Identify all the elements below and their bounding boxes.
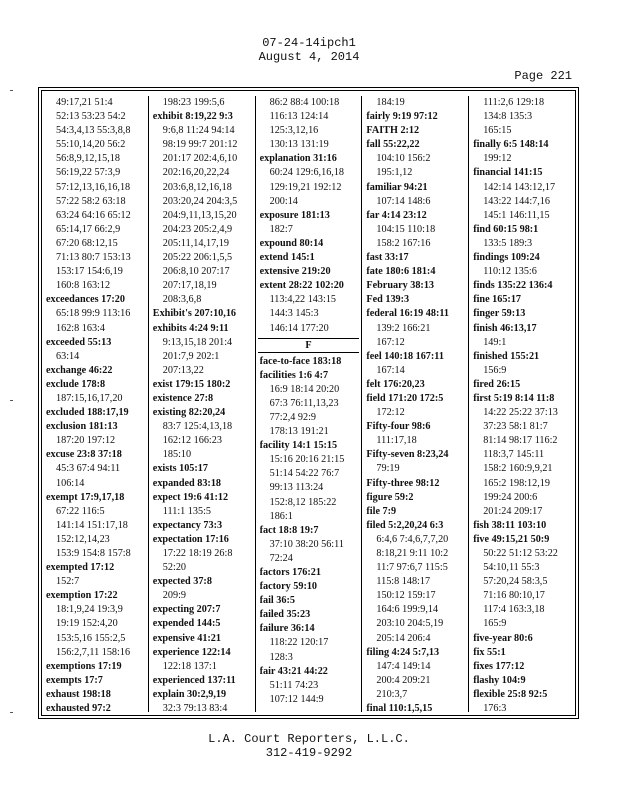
index-reference: 178:13 191:21 (269, 426, 329, 438)
index-entry: exchange 46:22 (46, 364, 113, 376)
index-column-5 (469, 96, 576, 715)
index-reference: 201:17 202:4,6,10 (162, 153, 238, 165)
index-entry: expect 19:6 41:12 (152, 491, 229, 503)
index-entry: existing 82:20,24 (152, 407, 226, 419)
index-entry: FAITH 2:12 (366, 125, 420, 137)
index-reference: 204:9,11,13,15,20 (162, 209, 237, 221)
index-reference: 187:15,16,17,20 (56, 392, 123, 404)
index-reference: 210:3,7 (376, 688, 408, 700)
index-reference: 142:14 143:12,17 (483, 181, 556, 193)
page-number: Page 221 (514, 69, 572, 83)
index-entry: exhausted 97:2 (46, 703, 111, 715)
case-title: 07-24-14ipch1 (262, 36, 356, 50)
index-column-2 (149, 96, 256, 715)
index-entry: factors 176:21 (259, 567, 321, 578)
index-reference: 111:1 135:5 (162, 505, 211, 517)
index-reference: 17:22 18:19 26:8 (162, 548, 233, 559)
index-entry: filing 4:24 5:7,13 (366, 646, 440, 658)
index-reference: 144:3 145:3 (269, 308, 319, 320)
index-entry: familiar 94:21 (366, 181, 428, 193)
index-reference: 152:8,12 185:22 (269, 496, 337, 508)
index-entry: exempts 17:7 (46, 674, 103, 686)
index-entry: fine 165:17 (473, 294, 522, 306)
index-entry: failed 35:23 (259, 609, 311, 621)
word-index (42, 96, 576, 715)
section-letter: F (258, 338, 360, 353)
margin-tick (10, 90, 13, 91)
index-reference: 71:16 80:10,17 (483, 590, 545, 602)
index-reference: 205:14 206:4 (376, 632, 431, 644)
index-entry: extensive 219:20 (259, 266, 331, 278)
index-reference: 158:2 167:16 (376, 237, 431, 249)
index-reference: 45:3 67:4 94:11 (56, 463, 121, 475)
index-reference: 182:7 (269, 223, 293, 235)
index-reference: 130:13 131:19 (269, 139, 329, 151)
index-entry: exist 179:15 180:2 (152, 378, 231, 390)
index-reference: 51:14 54:22 76:7 (269, 468, 340, 480)
index-reference: 129:19,21 192:12 (269, 181, 342, 193)
index-entry: finds 135:22 136:4 (473, 280, 553, 292)
index-entry: exists 105:17 (152, 463, 208, 475)
index-entry: field 171:20 172:5 (366, 392, 444, 404)
index-entry: expected 37:8 (152, 576, 212, 588)
index-reference: 152:7 (56, 576, 80, 588)
index-reference: 49:17,21 51:4 (56, 97, 113, 108)
index-reference: 117:4 163:3,18 (483, 604, 545, 616)
index-reference: 115:8 148:17 (376, 576, 431, 588)
index-reference: 86:2 88:4 100:18 (269, 97, 340, 108)
index-reference: 60:24 129:6,16,18 (269, 167, 345, 179)
index-reference: 172:12 (376, 407, 405, 419)
index-reference: 143:22 144:7,16 (483, 195, 550, 207)
index-reference: 106:14 (56, 477, 85, 489)
index-entry: fish 38:11 103:10 (473, 519, 547, 531)
index-reference: 8:18,21 9:11 10:2 (376, 548, 449, 559)
index-reference: 18:1,9,24 19:3,9 (56, 604, 123, 616)
index-reference: 56:19,22 57:3,9 (56, 167, 121, 179)
index-entry: exceeded 55:13 (46, 336, 112, 348)
index-entry: fair 43:21 44:22 (259, 665, 328, 677)
index-reference: 37:10 38:20 56:11 (269, 538, 344, 550)
index-entry: Fifty-three 98:12 (366, 477, 440, 489)
index-entry: fact 18:8 19:7 (259, 524, 319, 536)
index-entry: excluded 188:17,19 (46, 407, 129, 419)
index-entry: extent 28:22 102:20 (259, 280, 344, 292)
index-entry: figure 59:2 (366, 491, 414, 503)
index-reference: 167:12 (376, 336, 405, 348)
index-reference: 107:14 148:6 (376, 195, 431, 207)
index-entry: facility 14:1 15:15 (259, 440, 338, 452)
index-entry: file 7:9 (366, 505, 397, 517)
index-entry: finger 59:13 (473, 308, 526, 320)
index-entry: fast 33:17 (366, 252, 409, 264)
index-reference: 207:13,22 (162, 364, 204, 376)
reporter-firm: L.A. Court Reporters, L.L.C. (208, 732, 410, 746)
index-reference: 153:5,16 155:2,5 (56, 632, 126, 644)
index-reference: 107:12 144:9 (269, 693, 324, 705)
index-entry: existence 27:8 (152, 392, 214, 404)
index-entry: fired 26:15 (473, 378, 521, 390)
index-entry: flexible 25:8 92:5 (473, 688, 548, 700)
index-entry: fixes 177:12 (473, 660, 525, 672)
index-reference: 104:10 156:2 (376, 153, 431, 165)
index-reference: 67:20 68:12,15 (56, 237, 118, 249)
index-entry: exclude 178:8 (46, 378, 106, 390)
index-entry: factory 59:10 (259, 581, 318, 593)
index-entry: final 110:1,5,15 (366, 703, 433, 715)
index-reference: 118:22 120:17 (269, 637, 329, 649)
margin-tick (10, 400, 13, 401)
index-entry: fairly 9:19 97:12 (366, 111, 438, 123)
index-reference: 63:24 64:16 65:12 (56, 209, 131, 221)
index-entry: fall 55:22,22 (366, 139, 420, 151)
index-entry: facilities 1:6 4:7 (259, 369, 329, 381)
index-reference: 79:19 (376, 463, 400, 475)
index-reference: 203:20,24 204:3,5 (162, 195, 238, 207)
index-reference: 195:1,12 (376, 167, 413, 179)
index-reference: 65:18 99:9 113:16 (56, 308, 131, 320)
index-entry: Exhibit's 207:10,16 (152, 308, 237, 320)
transcript-date: August 4, 2014 (258, 50, 360, 64)
index-entry: February 38:13 (366, 280, 435, 292)
index-reference: 116:13 124:14 (269, 111, 329, 123)
index-reference: 184:19 (376, 97, 405, 108)
index-reference: 200:14 (269, 195, 298, 207)
index-reference: 56:8,9,12,15,18 (56, 153, 120, 165)
index-reference: 156:2,7,11 158:16 (56, 646, 131, 658)
index-entry: expecting 207:7 (152, 604, 221, 616)
index-reference: 165:15 (483, 125, 512, 137)
index-reference: 203:6,8,12,16,18 (162, 181, 232, 193)
index-reference: 185:10 (162, 449, 192, 461)
index-reference: 145:1 146:11,15 (483, 209, 550, 221)
index-reference: 37:23 58:1 81:7 (483, 421, 548, 433)
index-reference: 57:20,24 58:3,5 (483, 576, 548, 588)
index-reference: 110:12 135:6 (483, 266, 537, 278)
index-reference: 67:3 76:11,13,23 (269, 397, 339, 409)
index-reference: 118:3,7 145:11 (483, 449, 545, 461)
index-entry: exhibit 8:19,22 9:3 (152, 111, 233, 123)
index-entry: felt 176:20,23 (366, 378, 425, 390)
index-reference: 199:24 200:6 (483, 491, 538, 503)
index-reference: 205:11,14,17,19 (162, 237, 229, 249)
index-entry: expensive 41:21 (152, 632, 221, 644)
index-entry: finish 46:13,17 (473, 322, 537, 334)
index-reference: 202:16,20,22,24 (162, 167, 230, 179)
index-reference: 203:10 204:5,19 (376, 618, 444, 630)
index-entry: excuse 23:8 37:18 (46, 449, 122, 461)
index-reference: 81:14 98:17 116:2 (483, 435, 558, 447)
index-reference: 111:2,6 129:18 (483, 97, 545, 108)
index-entry: finished 155:21 (473, 350, 540, 362)
index-reference: 134:8 135:3 (483, 111, 533, 123)
index-reference: 206:8,10 207:17 (162, 266, 230, 278)
index-reference: 9:6,8 11:24 94:14 (162, 125, 235, 137)
index-entry: Fifty-seven 8:23,24 (366, 449, 449, 461)
index-reference: 158:2 160:9,9,21 (483, 463, 553, 475)
index-reference: 54:3,4,13 55:3,8,8 (56, 125, 131, 137)
index-entry: expectation 17:16 (152, 533, 229, 545)
index-entry: extend 145:1 (259, 252, 315, 264)
index-reference: 50:22 51:12 53:22 (483, 548, 558, 559)
index-entry: experienced 137:11 (152, 674, 236, 686)
index-reference: 19:19 152:4,20 (56, 618, 118, 630)
index-reference: 128:3 (269, 651, 293, 663)
index-entry: fail 36:5 (259, 595, 295, 607)
index-entry: exceedances 17:20 (46, 294, 125, 306)
index-reference: 165:2 198:12,19 (483, 477, 550, 489)
index-column-1 (42, 96, 149, 715)
index-reference: 198:23 199:5,6 (162, 97, 225, 108)
index-reference: 162:12 166:23 (162, 435, 222, 447)
index-reference: 52:20 (162, 562, 187, 574)
index-entry: exemptions 17:19 (46, 660, 122, 672)
index-entry: financial 141:15 (473, 167, 543, 179)
index-reference: 141:14 151:17,18 (56, 519, 128, 531)
index-reference: 146:14 177:20 (269, 322, 329, 334)
index-entry: exclusion 181:13 (46, 421, 118, 433)
index-reference: 162:8 163:4 (56, 322, 105, 334)
index-entry: exposure 181:13 (259, 209, 330, 221)
index-reference: 71:13 80:7 153:13 (56, 252, 131, 264)
index-reference: 186:1 (269, 510, 293, 522)
index-reference: 99:13 113:24 (269, 482, 324, 494)
index-reference: 57:22 58:2 63:18 (56, 195, 126, 207)
index-reference: 32:3 79:13 83:4 (162, 703, 228, 715)
index-reference: 152:12,14,23 (56, 533, 110, 545)
index-reference: 156:9 (483, 364, 507, 376)
index-reference: 207:17,18,19 (162, 280, 217, 292)
index-entry: fate 180:6 181:4 (366, 266, 436, 278)
index-entry: Fifty-four 98:6 (366, 421, 431, 433)
index-reference: 16:9 18:14 20:20 (269, 383, 340, 395)
index-reference: 201:7,9 202:1 (162, 350, 220, 362)
index-reference: 167:14 (376, 364, 405, 376)
index-entry: federal 16:19 48:11 (366, 308, 450, 320)
index-reference: 150:12 159:17 (376, 590, 436, 602)
index-entry: five-year 80:6 (473, 632, 533, 644)
index-entry: expectancy 73:3 (152, 519, 223, 531)
index-reference: 67:22 116:5 (56, 505, 105, 517)
index-reference: 14:22 25:22 37:13 (483, 407, 558, 419)
index-entry: explanation 31:16 (259, 153, 337, 165)
index-reference: 77:2,4 92:9 (269, 411, 317, 423)
index-entry: Fed 139:3 (366, 294, 410, 306)
index-entry: finally 6:5 148:14 (473, 139, 549, 151)
index-reference: 201:24 209:17 (483, 505, 543, 517)
index-reference: 122:18 137:1 (162, 660, 217, 672)
index-entry: fix 55:1 (473, 646, 506, 658)
index-entry: expended 144:5 (152, 618, 221, 630)
index-entry: far 4:14 23:12 (366, 209, 427, 221)
index-reference: 209:9 (162, 590, 187, 602)
index-reference: 104:15 110:18 (376, 223, 436, 235)
index-reference: 52:13 53:23 54:2 (56, 111, 126, 123)
index-entry: filed 5:2,20,24 6:3 (366, 519, 444, 531)
index-entry: expanded 83:18 (152, 477, 222, 489)
index-reference: 113:4,22 143:15 (269, 294, 337, 306)
index-entry: failure 36:14 (259, 623, 315, 635)
index-reference: 187:20 197:12 (56, 435, 116, 447)
index-reference: 149:1 (483, 336, 507, 348)
index-entry: flashy 104:9 (473, 674, 526, 686)
index-reference: 65:14,17 66:2,9 (56, 223, 121, 235)
index-reference: 54:10,11 55:3 (483, 562, 540, 574)
index-reference: 200:4 209:21 (376, 674, 431, 686)
index-reference: 15:16 20:16 21:15 (269, 454, 345, 466)
index-reference: 164:6 199:9,14 (376, 604, 439, 616)
index-reference: 153:17 154:6,19 (56, 266, 123, 278)
index-entry: exemption 17:22 (46, 590, 118, 602)
index-reference: 111:17,18 (376, 435, 417, 447)
index-reference: 51:11 74:23 (269, 679, 319, 691)
index-reference: 125:3,12,16 (269, 125, 319, 137)
index-entry: face-to-face 183:18 (259, 355, 342, 367)
index-reference: 165:9 (483, 618, 507, 630)
index-column-4 (362, 96, 469, 715)
index-reference: 63:14 (56, 350, 80, 362)
index-reference: 83:7 125:4,13,18 (162, 421, 233, 433)
index-reference: 153:9 154:8 157:8 (56, 548, 131, 559)
index-entry: first 5:19 8:14 11:8 (473, 392, 555, 404)
index-reference: 133:5 189:3 (483, 237, 533, 249)
index-reference: 72:24 (269, 552, 293, 564)
index-reference: 11:7 97:6,7 115:5 (376, 562, 448, 574)
index-reference: 204:23 205:2,4,9 (162, 223, 233, 235)
index-reference: 9:13,15,18 201:4 (162, 336, 233, 348)
index-column-3 (256, 96, 363, 712)
reporter-phone: 312-419-9292 (265, 746, 353, 760)
index-entry: exempted 17:12 (46, 562, 115, 574)
index-reference: 98:19 99:7 201:12 (162, 139, 238, 151)
index-reference: 6:4,6 7:4,6,7,7,20 (376, 533, 449, 545)
index-entry: feel 140:18 167:11 (366, 350, 444, 362)
index-entry: experience 122:14 (152, 646, 231, 658)
index-reference: 208:3,6,8 (162, 294, 202, 306)
index-reference: 57:12,13,16,16,18 (56, 181, 131, 193)
index-entry: expound 80:14 (259, 237, 324, 249)
index-reference: 139:2 166:21 (376, 322, 431, 334)
index-entry: find 60:15 98:1 (473, 223, 539, 235)
index-entry: exempt 17:9,17,18 (46, 491, 125, 503)
index-entry: exhibits 4:24 9:11 (152, 322, 229, 334)
index-reference: 147:4 149:14 (376, 660, 431, 672)
index-entry: five 49:15,21 50:9 (473, 533, 550, 545)
index-reference: 199:12 (483, 153, 512, 165)
index-entry: explain 30:2,9,19 (152, 688, 227, 700)
index-reference: 205:22 206:1,5,5 (162, 252, 233, 264)
index-reference: 160:8 163:12 (56, 280, 111, 292)
index-entry: exhaust 198:18 (46, 688, 111, 700)
index-reference: 176:3 (483, 703, 507, 715)
index-reference: 55:10,14,20 56:2 (56, 139, 126, 151)
index-entry: findings 109:24 (473, 252, 540, 264)
margin-tick (10, 712, 13, 713)
